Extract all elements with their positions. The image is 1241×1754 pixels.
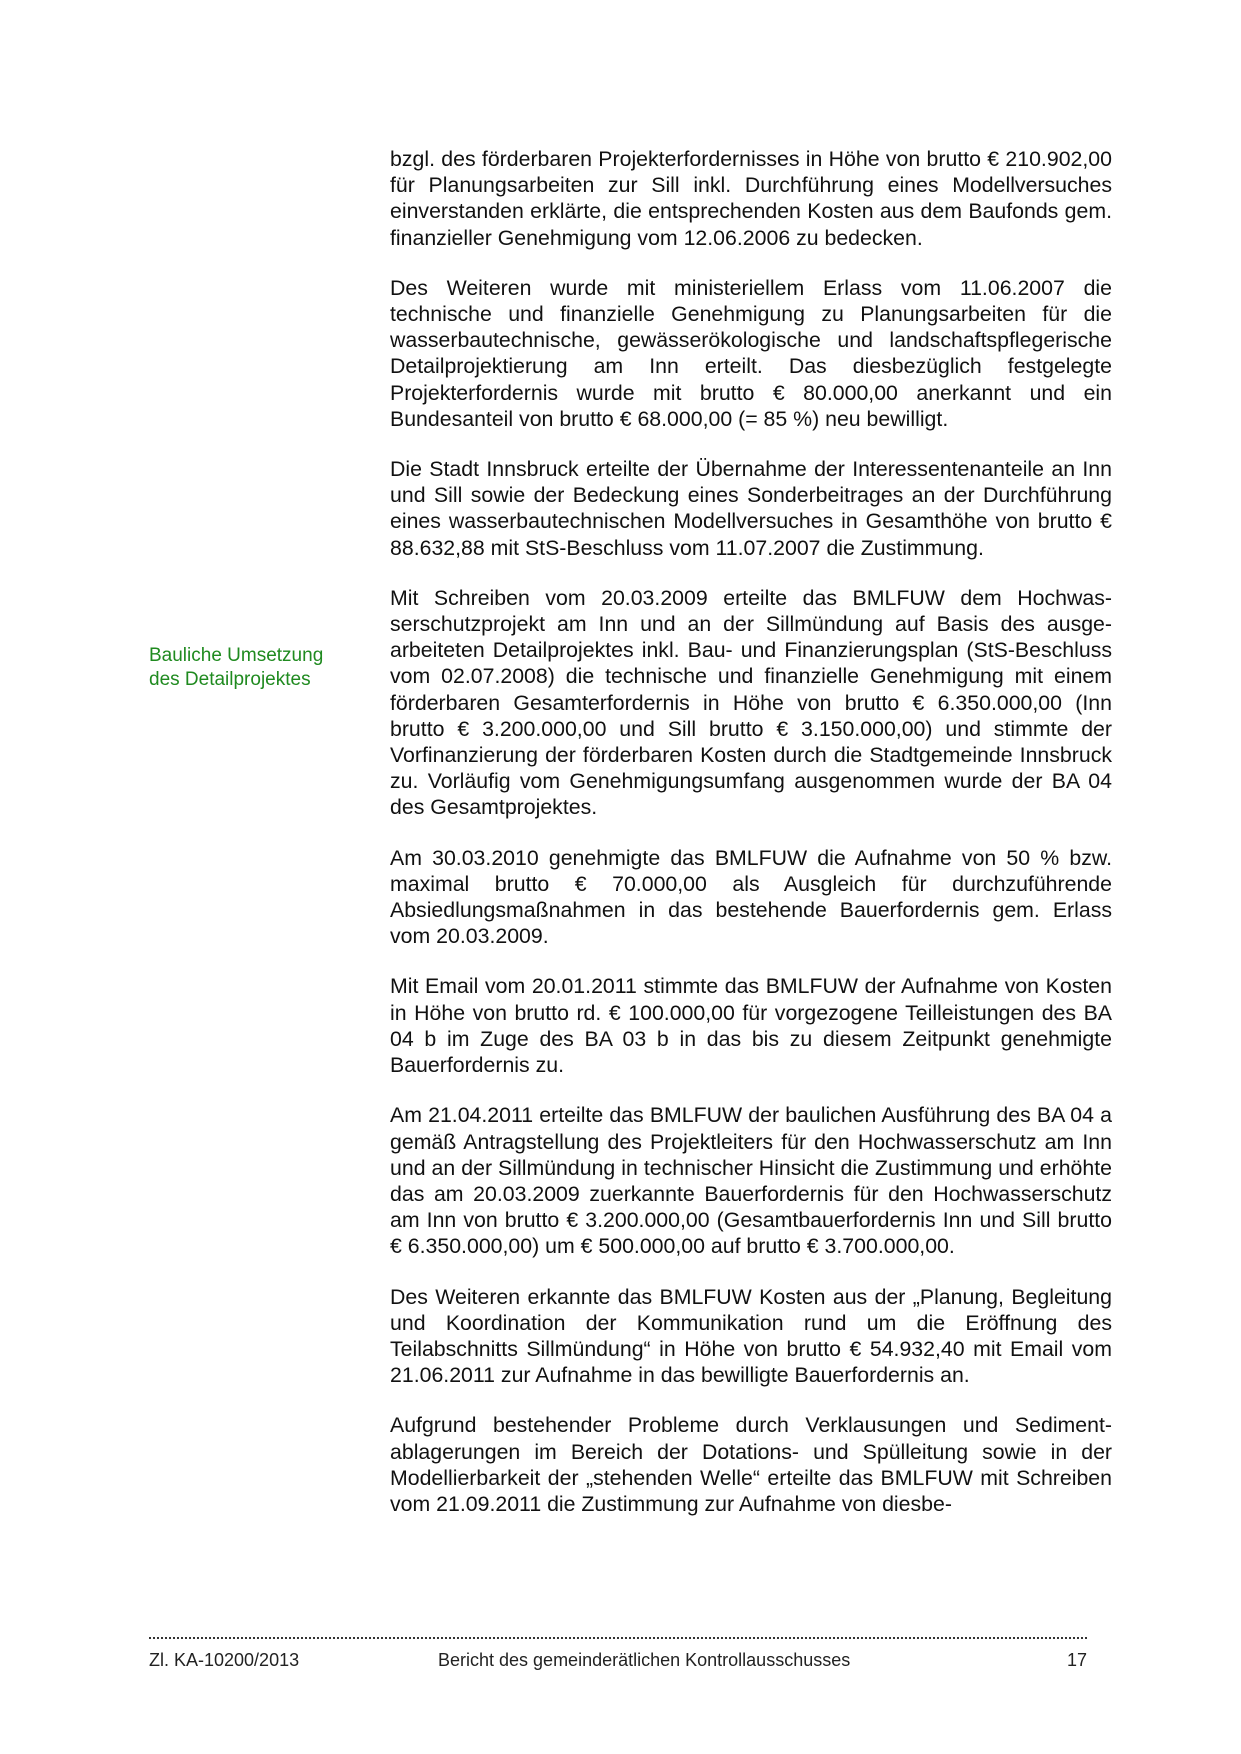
body-text-column bbox=[390, 146, 1112, 1541]
margin-heading bbox=[149, 644, 374, 692]
paragraph-communication-costs: Des Weiteren erkannte das BMLFUW Kosten aus der „Planung, Begleitung und Koordination der Kommunikation rund um die Eröffnung des Teilabschnitts Sillmündung“ in Höhe von brutto € 54.932,40 mit Email vom 21.06.2011 zur Aufnahme in das bewilligte Bauerfordernis an. bbox=[390, 1284, 1112, 1388]
paragraph-planning-sill: bzgl. des förderbaren Projekterfordernisses in Höhe von brutto € 210.902,00 für Planungsarbeiten zur Sill inkl. Durchführung eines Modellversuches einverstanden erklärte, die entsprechenden Kosten aus dem Baufonds gem. finanzieller Genehmigung vom 12.06.2006 zu bedecken. bbox=[390, 147, 1112, 250]
paragraph-city-approval: Die Stadt Innsbruck erteilte der Übernahme der Interessentenanteile an Inn und Sill sowie der Bedeckung eines Sonderbeitrages an der Durchführung eines wasserbautechnischen Modellversuches in Gesamthöhe von brutto € 88.632,88 mit StS-Beschluss vom 11.07.2007 die Zustimmung. bbox=[390, 457, 1112, 560]
margin-heading-line-2: des Detailprojektes bbox=[149, 669, 311, 690]
paragraph-approval-2009: Mit Schreiben vom 20.03.2009 erteilte das BMLFUW dem Hochwasserschutzprojekt am Inn und an der Sillmündung auf Basis des ausgearbeiteten Detailprojektes inkl. Bau- und Finanzierungsplan (StS-Beschluss vom 02.07.2008) die technische und finanzielle Genehmigung mit einem förderbaren Gesamterfordernis in Höhe von brutto € 6.350.000,00 (Inn brutto € 3.200.000,00 und Sill brutto € 3.150.000,00) und stimmte der Vorfinanzierung der förderbaren Kosten durch die Stadtgemeinde Innsbruck zu. Vorläufig vom Genehmigungsumfang ausgenommen wurde der BA 04 des Gesamtprojektes. bbox=[390, 585, 1112, 820]
margin-heading-line-1: Bauliche Umsetzung bbox=[149, 645, 324, 666]
footer-reference: Zl. KA-10200/2013 bbox=[149, 1650, 300, 1670]
paragraph-approval-april-2011: Am 21.04.2011 erteilte das BMLFUW der baulichen Ausführung des BA 04 a gemäß Antragstellung des Projektleiters für den Hochwasserschutz am Inn und an der Sillmündung in technischer Hinsicht die Zustimmung und erhöhte das am 20.03.2009 zuerkannte Bauerfordernis für den Hochwasserschutz am Inn von brutto € 3.200.000,00 (Gesamtbauerfordernis Inn und Sill brutto € 6.350.000,00) um € 500.000,00 auf brutto € 3.700.000,00. bbox=[390, 1103, 1112, 1259]
page-number: 17 bbox=[1066, 1650, 1087, 1670]
paragraph-email-2011: Mit Email vom 20.01.2011 stimmte das BMLFUW der Aufnahme von Kosten in Höhe von brutto rd. € 100.000,00 für vorgezogene Teilleistungen des BA 04 b im Zuge des BA 03 b in das bis zu diesem Zeitpunkt genehmigte Bauerfordernis zu. bbox=[390, 974, 1112, 1078]
page-footer bbox=[149, 1648, 1087, 1672]
paragraph-ministerial-decree: Des Weiteren wurde mit ministeriellem Erlass vom 11.06.2007 die technische und finanzielle Genehmigung zu Planungsarbeiten für die wasserbautechnische, gewässerökologische und landschaftspflegerische Detailprojektierung am Inn erteilt. Das diesbezüglich festgelegte Projekterfordernis wurde mit brutto € 80.000,00 anerkannt und ein Bundesanteil von brutto € 68.000,00 (= 85 %) neu bewilligt. bbox=[390, 275, 1112, 431]
footer-divider bbox=[149, 1637, 1087, 1639]
paragraph-sediment-problems: Aufgrund bestehender Probleme durch Verklausungen und Sedimentablagerungen im Bereich der Dotations- und Spülleitung sowie in der Modellierbarkeit der „stehenden Welle“ erteilte das BMLFUW mit Schreiben vom 21.09.2011 die Zustimmung zur Aufnahme von diesbe- bbox=[390, 1413, 1112, 1516]
paragraph-approval-2010: Am 30.03.2010 genehmigte das BMLFUW die Aufnahme von 50 % bzw. maximal brutto € 70.000,00 als Ausgleich für durchzuführende Absiedlungsmaßnahmen in das bestehende Bauerfordernis gem. Erlass vom 20.03.2009. bbox=[390, 845, 1112, 949]
footer-title: Bericht des gemeinderätlichen Kontrollausschusses bbox=[438, 1650, 851, 1670]
